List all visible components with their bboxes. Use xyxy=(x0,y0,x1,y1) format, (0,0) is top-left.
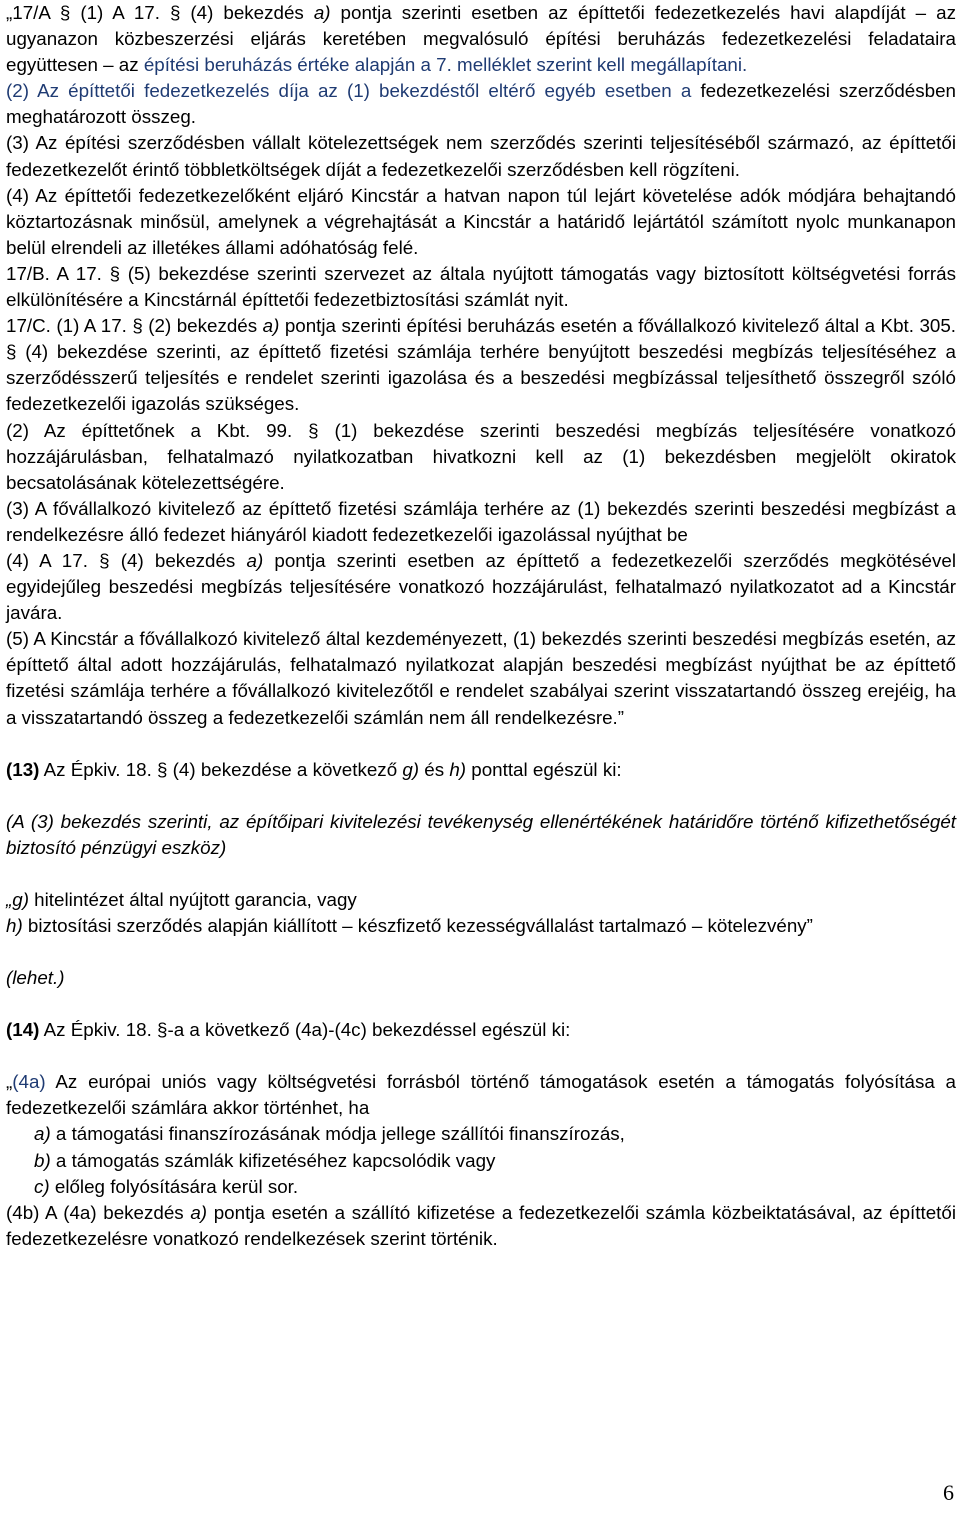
paragraph-17c-3: (3) A fővállalkozó kivitelező az építtető fizetési számlája terhére az (1) bekezdés szerinti beszedési megbízást a rendelkezésre álló fedezet hiányáról kiadott fedezetkezelői igazolással nyújthat be xyxy=(6,497,956,545)
closing-lehet: (lehet.) xyxy=(6,967,65,989)
paragraph-17c-5: (5) A Kincstár a fővállalkozó kivitelező által kezdeményezett, (1) bekezdés szerinti beszedési megbízás esetén, az építtető által adott hozzájárulás, felhatalmazó nyilatkozat alapján beszedési megbízást nyújthat be az építtető fizetési számlája terhére a fővállalkozó kivitelezőtől e rendelet szabályai szerint visszatartandó összeg erejéig, ha a visszatartandó összeg a fedezetkezelői számlán nem áll rendelkezésre.” xyxy=(6,628,956,728)
paragraph-17c-1: 17/C. (1) A 17. § (2) bekezdés a) pontja szerinti építési beruházás esetén a fővállalkozó kivitelező által a Kbt. 305. § (4) bekezdése szerinti, az építtető fizetési számlája terhére benyújtott beszedési megbízás teljesítéséhez a szerződésszerű teljesítés e rendelet szerinti igazolása és a beszedési megbízással teljesíthető összegről szóló fedezetkezelői igazolás szükséges. xyxy=(6,315,956,415)
paragraph-17a-4: (4) Az építtetői fedezetkezelőként eljáró Kincstár a hatvan napon túl lejárt követelése adók módjára behajtandó köztartozásnak minősül, amelynek a végrehajtását a Kincstár a határidő lejártától számított nyolc munkanapon belül elrendeli az illetékes állami adóhatóság felé. xyxy=(6,184,956,258)
page-number: 6 xyxy=(943,1480,954,1505)
document-page xyxy=(6,0,956,1252)
section-14-heading: (14) Az Épkiv. 18. §-a a következő (4a)-(4c) bekezdéssel egészül ki: xyxy=(6,1019,571,1041)
section-13-intro: (A (3) bekezdés szerinti, az építőipari kivitelezési tevékenység ellenértékének határidőre történő kifizethetőségét biztosító pénzügyi eszköz) xyxy=(6,810,956,858)
paragraph-4b: (4b) A (4a) bekezdés a) pontja esetén a szállító kifizetése a fedezetkezelői számla közbeiktatásával, az építtetői fedezetkezelésre vonatkozó rendelkezések szerint történik. xyxy=(6,1201,956,1249)
paragraph-4a: „(4a) Az európai uniós vagy költségvetési forrásból történő támogatások esetén a támogatás folyósítása a fedezetkezelői számlára akkor történhet, ha xyxy=(6,1071,956,1119)
highlighted-text: építési beruházás értéke alapján a 7. melléklet szerint kell megállapítani. xyxy=(143,54,748,76)
paragraph-17a-3: (3) Az építési szerződésben vállalt kötelezettségek nem szerződés szerinti teljesítéséből származó, az építtetői fedezetkezelőt érintő többletköltségek díját a fedezetkezelői szerződésben kell rögzíteni. xyxy=(6,132,956,180)
paragraph-17c-2: (2) Az építtetőnek a Kbt. 99. § (1) bekezdése szerinti beszedési megbízás teljesítésére vonatkozó hozzájárulásban, felhatalmazó nyilatkozatban hivatkozni kell az (1) bekezdésben megjelölt okiratok becsatolásának kötelezettségére. xyxy=(6,419,956,493)
paragraph-17c-4: (4) A 17. § (4) bekezdés a) pontja szerinti esetben az építtető a fedezetkezelői szerződés megkötésével egyidejűleg beszedési megbízás teljesítésére vonatkozó hozzájárulást, felhatalmazó nyilatkozatot ad a Kincstár javára. xyxy=(6,549,956,624)
point-c: c) előleg folyósítására kerül sor. xyxy=(34,1175,299,1197)
paragraph-17a-1: „17/A § (1) A 17. § (4) bekezdés a) pontja szerinti esetben az építtetői fedezetkezelés havi alapdíját – az ugyanazon közbeszerzési eljárás keretében megvalósuló építési beruházás fedezetkezelési feladataira együttesen – az építési beruházás értéke alapján a 7. melléklet szerint kell megállapítani. xyxy=(6,2,956,76)
point-g: „g) hitelintézet által nyújtott garancia, vagy xyxy=(6,888,357,910)
section-13-heading: (13) Az Épkiv. 18. § (4) bekezdése a következő g) és h) ponttal egészül ki: xyxy=(6,758,622,780)
paragraph-17a-2: (2) Az építtetői fedezetkezelés díja az (1) bekezdéstől eltérő egyéb esetben a fedezetkezelési szerződésben meghatározott összeg. xyxy=(6,80,956,128)
point-b: b) a támogatás számlák kifizetéséhez kapcsolódik vagy xyxy=(34,1149,496,1171)
paragraph-17b: 17/B. A 17. § (5) bekezdése szerinti szervezet az általa nyújtott támogatás vagy biztosított költségvetési forrás elkülönítésére a Kincstárnál építtetői fedezetbiztosítási számlát nyit. xyxy=(6,262,956,311)
point-h: h) biztosítási szerződés alapján kiállított – készfizető kezességvállalást tartalmazó – kötelezvény” xyxy=(6,915,813,936)
point-a: a) a támogatási finanszírozásának módja jellege szállítói finanszírozás, xyxy=(34,1123,625,1145)
